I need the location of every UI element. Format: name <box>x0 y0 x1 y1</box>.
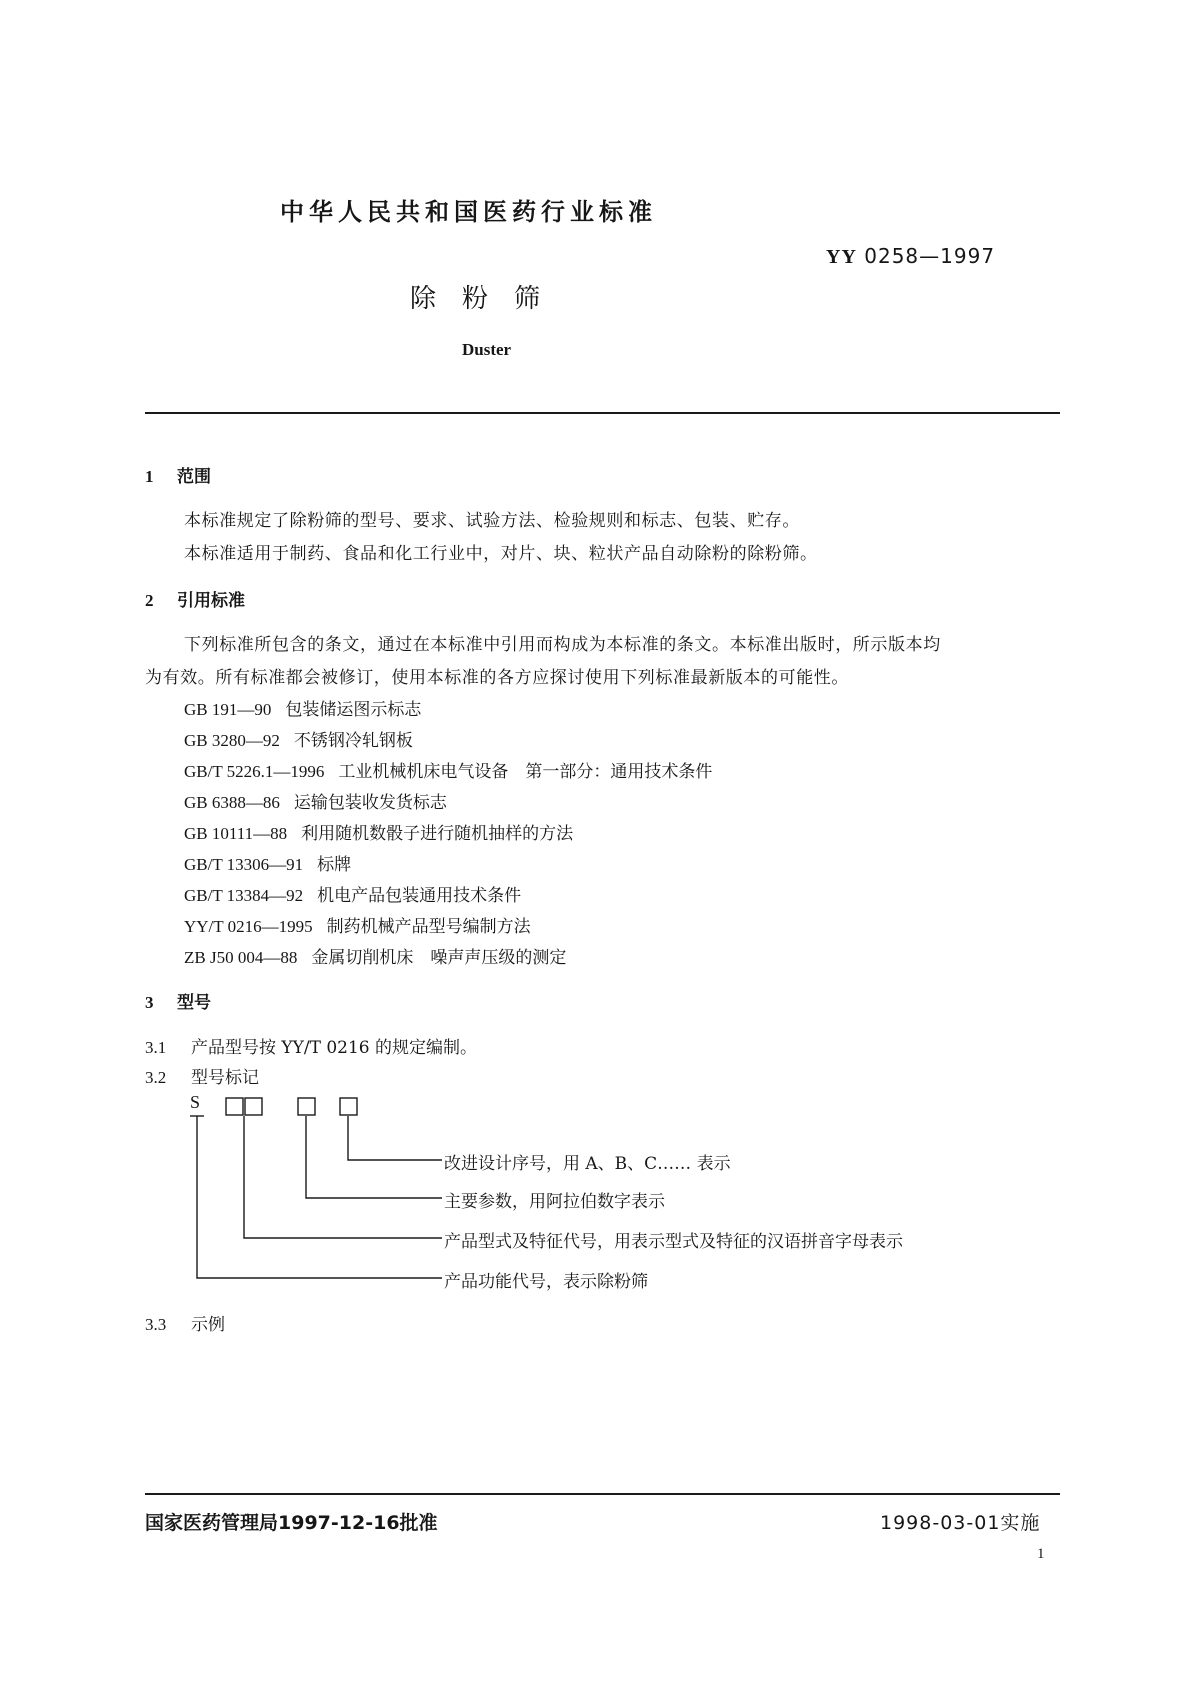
reference-item <box>184 726 413 751</box>
reference-code: GB 6388—86 <box>184 793 280 812</box>
reference-item <box>184 788 447 813</box>
leader-line-design <box>348 1116 442 1160</box>
section-3-heading <box>145 988 211 1013</box>
reference-item <box>184 757 712 782</box>
leader-line-type <box>244 1116 442 1238</box>
section-number: 1 <box>145 467 154 486</box>
reference-code: GB/T 13384—92 <box>184 886 304 905</box>
header-divider <box>145 412 1060 414</box>
diagram-label-parameter: 主要参数，用阿拉伯数字表示 <box>444 1192 665 1212</box>
english-title: Duster <box>462 340 512 359</box>
reference-title: 工业机械机床电气设备 第一部分：通用技术条件 <box>338 762 713 782</box>
document-title: 除粉筛 <box>410 284 567 314</box>
standard-code <box>826 244 995 269</box>
subsection-number: 3.1 <box>145 1038 167 1057</box>
page-number: 1 <box>1037 1546 1045 1562</box>
reference-code: GB 10111—88 <box>184 824 288 843</box>
reference-item <box>184 695 421 720</box>
reference-title: 金属切削机床 噪声声压级的测定 <box>311 948 567 968</box>
paragraph: 本标准适用于制药、食品和化工行业中，对片、块、粒状产品自动除粉的除粉筛。 <box>184 544 818 564</box>
section-title: 型号 <box>177 993 211 1013</box>
reference-code: GB/T 13306—91 <box>184 855 304 874</box>
footer-divider <box>145 1493 1060 1495</box>
placeholder-box <box>340 1098 357 1115</box>
model-notation-diagram <box>190 1092 1020 1304</box>
reference-title: 利用随机数骰子进行随机抽样的方法 <box>301 824 574 844</box>
subsection-text: 示例 <box>191 1315 225 1335</box>
paragraph: 本标准规定了除粉筛的型号、要求、试验方法、检验规则和标志、包装、贮存。 <box>184 511 800 531</box>
effective-date: 1998-03-01实施 <box>880 1512 1041 1534</box>
reference-item <box>184 850 351 875</box>
paragraph: 下列标准所包含的条文，通过在本标准中引用而构成为本标准的条文。本标准出版时，所示版本均 <box>184 635 941 655</box>
reference-title: 机电产品包装通用技术条件 <box>317 886 522 906</box>
issuing-body-title: 中华人民共和国医药行业标准 <box>280 198 657 226</box>
reference-code: GB 3280—92 <box>184 731 280 750</box>
section-2-heading <box>145 586 245 611</box>
approval-statement: 国家医药管理局1997-12-16批准 <box>145 1512 438 1534</box>
subsection-3-1 <box>145 1033 477 1058</box>
reference-item <box>184 881 521 906</box>
reference-title: 包装储运图示标志 <box>285 700 422 720</box>
reference-title: 不锈钢冷轧钢板 <box>293 731 413 751</box>
subsection-number: 3.2 <box>145 1068 167 1087</box>
placeholder-box <box>226 1098 243 1115</box>
subsection-number: 3.3 <box>145 1315 167 1334</box>
reference-item <box>184 819 573 844</box>
model-prefix-letter: S <box>190 1092 201 1112</box>
reference-item <box>184 912 531 937</box>
standard-code-prefix: YY <box>826 246 857 268</box>
standard-code-number: 0258—1997 <box>864 244 996 268</box>
paragraph-continuation: 为有效。所有标准都会被修订，使用本标准的各方应探讨使用下列标准最新版本的可能性。 <box>145 668 849 688</box>
reference-item <box>184 943 566 968</box>
reference-code: ZB J50 004—88 <box>184 948 298 967</box>
reference-code: GB 191—90 <box>184 700 272 719</box>
subsection-3-2 <box>145 1063 259 1088</box>
subsection-3-3 <box>145 1310 225 1335</box>
leader-line-parameter <box>306 1116 442 1198</box>
placeholder-box <box>298 1098 315 1115</box>
diagram-label-design: 改进设计序号，用 A、B、C…… 表示 <box>444 1154 731 1174</box>
section-number: 2 <box>145 591 154 610</box>
section-title: 范围 <box>177 467 211 487</box>
reference-code: GB/T 5226.1—1996 <box>184 762 325 781</box>
subsection-text: 产品型号按 YY/T 0216 的规定编制。 <box>191 1038 477 1058</box>
reference-title: 标牌 <box>317 855 352 875</box>
diagram-label-function: 产品功能代号，表示除粉筛 <box>444 1272 648 1292</box>
reference-title: 运输包装收发货标志 <box>293 793 447 813</box>
placeholder-box <box>245 1098 262 1115</box>
reference-code: YY/T 0216—1995 <box>184 917 313 936</box>
section-number: 3 <box>145 993 154 1012</box>
section-title: 引用标准 <box>177 591 245 611</box>
section-1-heading <box>145 462 211 487</box>
reference-title: 制药机械产品型号编制方法 <box>326 917 531 937</box>
subsection-text: 型号标记 <box>191 1068 259 1088</box>
leader-line-function <box>197 1116 442 1278</box>
diagram-label-type: 产品型式及特征代号，用表示型式及特征的汉语拼音字母表示 <box>444 1232 903 1252</box>
